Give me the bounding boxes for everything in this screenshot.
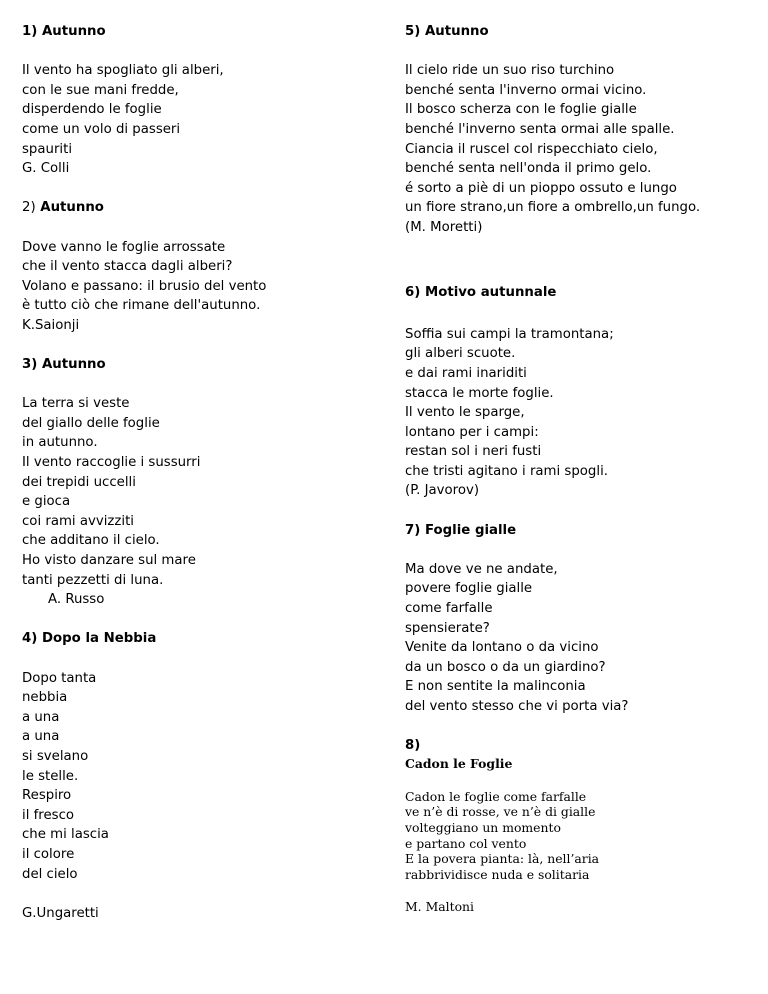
poem-author: G.Ungaretti [22, 905, 99, 921]
poem-line: si svelano [22, 748, 89, 764]
poem-line: La terra si veste [22, 396, 130, 412]
poem-line: Il vento raccoglie i sussurri [22, 455, 201, 471]
poem-line: benché senta l'inverno ormai vicino. [405, 82, 647, 98]
poem-3 [22, 355, 372, 610]
poem-line: restan sol i neri fusti [405, 444, 542, 460]
poem-title-text: Motivo autunnale [424, 284, 557, 300]
poem-number: 8) [405, 738, 421, 754]
poem-4 [22, 629, 372, 923]
poem-line: come farfalle [405, 601, 493, 617]
poem-title [22, 355, 372, 375]
poem-title [405, 521, 755, 541]
poem-line: un fiore strano,un fiore a ombrello,un fungo. [405, 200, 701, 216]
poem-5 [405, 22, 755, 238]
poem-author: M. Maltoni [405, 899, 474, 915]
poem-title-text: Autunno [41, 357, 106, 373]
poem-title [22, 198, 372, 218]
poem-line: dei trepidi uccelli [22, 474, 136, 490]
poem-line: benché senta nell'onda il primo gelo. [405, 161, 652, 177]
poem-title [405, 283, 755, 303]
poem-author: (P. Javorov) [405, 483, 480, 499]
poem-line: Respiro [22, 788, 72, 804]
poem-6 [405, 283, 755, 502]
poem-title-text: Autunno [41, 24, 106, 39]
poem-author: A. Russo [48, 592, 105, 608]
poem-author: G. Colli [22, 161, 70, 177]
poem-line: ve n’è di rosse, ve n’è di gialle [405, 804, 596, 820]
poem-line: volteggiano un momento [405, 819, 561, 835]
poem-line: il fresco [22, 807, 75, 823]
right-column [405, 22, 755, 915]
left-column [22, 22, 372, 923]
poem-line: tanti pezzetti di luna. [22, 572, 164, 588]
poem-line: Il bosco scherza con le foglie gialle [405, 102, 637, 118]
poem-title [22, 22, 372, 42]
poem-line: che mi lascia [22, 827, 109, 843]
poem-line: E non sentite la malinconia [405, 679, 586, 695]
poem-line: disperdendo le foglie [22, 102, 162, 118]
poem-line: da un bosco o da un giardino? [405, 659, 606, 675]
poem-line: povere foglie gialle [405, 581, 533, 597]
poem-line: del vento stesso che vi porta via? [405, 699, 629, 714]
poem-title-text: Foglie gialle [424, 522, 517, 538]
poem-line: Il vento le sparge, [405, 405, 525, 421]
poem-line: Ho visto danzare sul mare [22, 553, 196, 569]
poem-line: come un volo di passeri [22, 121, 181, 137]
poem-line: e dai rami inariditi [405, 365, 527, 381]
poem-line: Il cielo ride un suo riso turchino [405, 63, 615, 79]
poem-title [22, 629, 372, 649]
poem-title-text: Dopo la Nebbia [41, 631, 157, 647]
poem-line: stacca le morte foglie. [405, 385, 554, 401]
poem-line: del giallo delle foglie [22, 415, 160, 431]
poem-line: che il vento stacca dagli alberi? [22, 259, 233, 275]
poem-number: 3) [22, 357, 38, 373]
poem-line: é sorto a piè di un pioppo ossuto e lungo [405, 180, 677, 196]
poem-line: lontano per i campi: [405, 424, 539, 440]
poem-line: Ciancia il ruscel col rispecchiato cielo, [405, 141, 658, 157]
poem-line: Dopo tanta [22, 670, 97, 686]
poem-number: 7) [405, 522, 421, 538]
poem-author: (M. Moretti) [405, 219, 483, 235]
poem-line: Ma dove ve ne andate, [405, 561, 558, 577]
poem-title-text: Cadon le Foglie [405, 755, 513, 771]
poem-line: in autunno. [22, 435, 98, 451]
poem-line: Cadon le foglie come farfalle [405, 788, 587, 804]
poem-line: a una [22, 709, 60, 725]
poem-line: a una [22, 729, 60, 745]
poem-line: coi rami avvizziti [22, 513, 134, 529]
poem-line: E la povera pianta: là, nell’aria [405, 851, 600, 867]
poem-line: benché l'inverno senta ormai alle spalle. [405, 121, 675, 137]
poem-line: nebbia [22, 690, 68, 706]
poem-number: 1) [22, 24, 38, 39]
poem-line: Venite da lontano o da vicino [405, 640, 599, 656]
poem-title-text: Autunno [40, 200, 104, 216]
poem-line: che tristi agitano i rami spogli. [405, 463, 608, 479]
poem-number: 5) [405, 24, 421, 39]
poem-1 [22, 22, 372, 179]
poem-number: 6) [405, 284, 421, 300]
poem-title-text: Autunno [424, 24, 489, 39]
poem-7 [405, 521, 755, 717]
poem-line: Il vento ha spogliato gli alberi, [22, 63, 224, 79]
poem-line: Soffia sui campi la tramontana; [405, 326, 614, 342]
poem-number: 4) [22, 631, 38, 647]
poem-line: che additano il cielo. [22, 533, 160, 549]
poem-line: del cielo [22, 866, 78, 882]
poem-line: rabbrividisce nuda e solitaria [405, 866, 590, 882]
poem-8 [405, 736, 755, 915]
poem-number: 2) [22, 200, 36, 216]
poem-title [405, 22, 755, 42]
poem-line: gli alberi scuote. [405, 346, 516, 362]
poem-line: Volano e passano: il brusio del vento [22, 278, 267, 294]
poem-line: e gioca [22, 494, 71, 510]
poem-2 [22, 198, 372, 335]
poem-author: K.Saionji [22, 317, 80, 333]
poem-number-heading [405, 736, 755, 756]
poem-line: con le sue mani fredde, [22, 82, 179, 98]
poem-line: spensierate? [405, 620, 490, 636]
poem-line: e partano col vento [405, 835, 527, 851]
poem-line: è tutto ciò che rimane dell'autunno. [22, 298, 261, 314]
poem-line: Dove vanno le foglie arrossate [22, 239, 226, 255]
poem-line: spauriti [22, 141, 73, 157]
poem-line: il colore [22, 846, 75, 862]
poem-line: le stelle. [22, 768, 79, 784]
